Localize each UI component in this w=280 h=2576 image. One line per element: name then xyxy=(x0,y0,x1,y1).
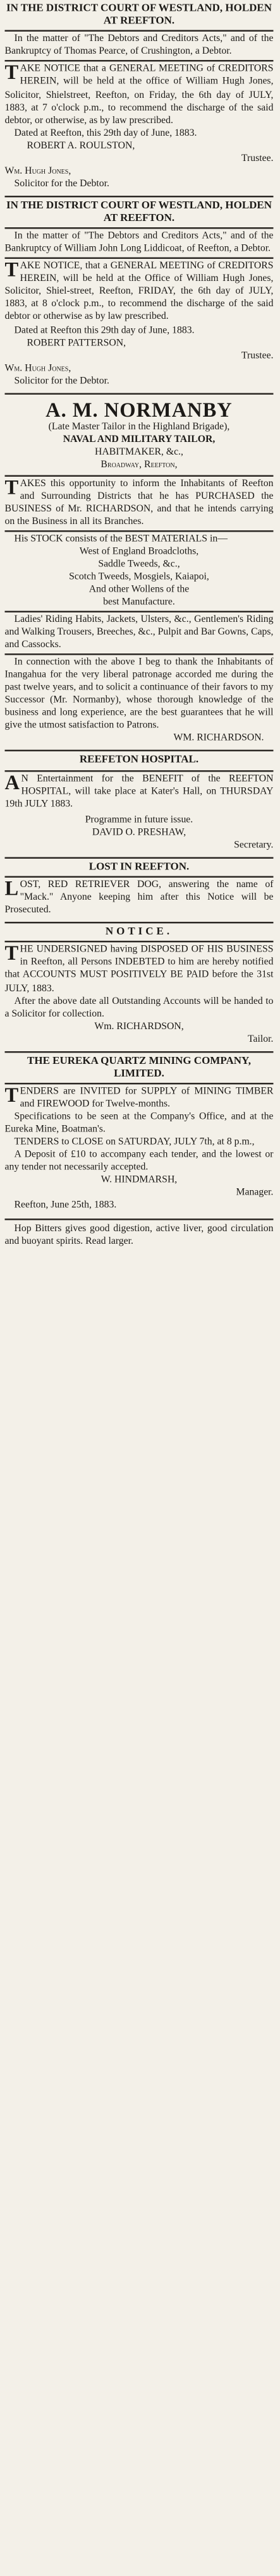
hop-bitters-advertisement xyxy=(5,1219,274,1253)
lost-dog-advertisement xyxy=(5,859,274,924)
trustee-title: Trustee. xyxy=(241,152,274,164)
ladies-text: Ladies' Riding Habits, Jackets, Ulsters, &c., Gentlemen's Riding and Walking Trousers, Breeches, &c., Pulpit and Bar Gowns, Caps, and Cassocks. xyxy=(4,614,274,651)
notice-body: THE UNDERSIGNED having DISPOSED OF HIS BUSINESS in Reefton, all Persons INDEBTED to him are hereby notified that ACCOUNTS MUST POSITIVELY BE PAID before the 31st JULY, 1883. xyxy=(4,941,274,994)
divider xyxy=(5,1083,274,1085)
stock-line: best Manufacture. xyxy=(103,596,175,608)
eureka-heading: THE EUREKA QUARTZ MINING COMPANY, LIMITED. xyxy=(27,1055,251,1080)
solicitor-title: Solicitor for the Debtor. xyxy=(14,178,109,189)
hop-bitters-text: Hop Bitters gives good digestion, active liver, good circulation and buoyant spirits. Read larger. xyxy=(4,1222,274,1246)
notice-body: TAKE NOTICE that a GENERAL MEETING of CREDITORS HEREIN, will be held at the office of William Hugh Jones, Solicitor, Shielstreet, Reefton, on Friday, the 6th day of JULY, 1883, at 7 o'clock p.m., to recommend the discharge of the said debtor, or otherwise, as by law prescribed. xyxy=(4,61,274,126)
connection-text: In connection with the above I beg to thank the Inhabitants of Inangahua for the very liberal patronage accorded me during the past twelve years, and to solicit a continuance of their favors to my Successor (Mr. Normanby), whose thorough knowledge of the business and long experience, are the best guarantees that he will give the utmost satisfaction to Patrons. xyxy=(4,657,274,732)
trustee-signature xyxy=(5,337,274,350)
hospital-heading: REEFETON HOSPITAL. xyxy=(79,755,199,766)
court-heading: IN THE DISTRICT COURT OF WESTLAND, HOLDEN AT REEFTON. xyxy=(6,3,272,27)
manager-name: W. HINDMARSH, xyxy=(100,1174,178,1186)
divider xyxy=(5,876,274,878)
solicitor-title: Solicitor for the Debtor. xyxy=(14,375,109,386)
solicitor-name: Wm. Hugh Jones, xyxy=(4,362,71,374)
court-heading: IN THE DISTRICT COURT OF WESTLAND, HOLDEN AT REEFTON. xyxy=(6,200,272,225)
trustee-title: Trustee. xyxy=(241,350,274,361)
former-position: (Late Master Tailor in the Highland Brigade), xyxy=(48,422,230,433)
secretary-name: DAVID O. PRESHAW, xyxy=(92,826,186,838)
stock-line: And other Wollens of the xyxy=(88,583,190,595)
notice-body: TAKE NOTICE, that a GENERAL MEETING of CREDITORS HEREIN, will be held at the Office of William Hugh Jones, Solicitor, Shiel-street, Reefton, FRIDAY, the 6th day of JULY, 1883, at 8 o'clock p.m., to recommend the discharge of the said debtor or otherwise as by law prescribed. xyxy=(4,258,274,323)
close-text: TENDERS to CLOSE on SATURDAY, JULY 7th, at 8 p.m., xyxy=(14,1136,255,1148)
divider xyxy=(5,30,274,32)
trade-line-2: HABITMAKER, &c., xyxy=(95,447,183,459)
matter-text: In the matter of "The Debtors and Creditors Acts," and of the Bankruptcy of Thomas Pearce, of Crushington, a Debtor. xyxy=(4,33,274,57)
lost-heading: LOST IN REEFTON. xyxy=(88,861,190,873)
divider xyxy=(5,61,274,63)
business-name: A. M. NORMANBY xyxy=(46,397,233,421)
richardson-name: Wm. RICHARDSON, xyxy=(94,1020,184,1032)
intro-text: TAKES this opportunity to inform the Inhabitants of Reefton and Surrounding Districts that he has PURCHASED the BUSINESS of Mr. RICHARDSON, and that he intends carrying on the Business in all its Branches. xyxy=(4,474,274,527)
trustee-name: ROBERT PATTERSON, xyxy=(27,337,126,349)
bankruptcy-notice-liddicoat xyxy=(5,197,274,394)
richardson-title: Tailor. xyxy=(248,1033,274,1045)
dated-line: Dated at Reefton, this 29th day of June, 1883. xyxy=(14,127,197,139)
stock-line: Scotch Tweeds, Mosgiels, Kaiapoi, xyxy=(69,571,209,583)
address-line: Broadway, Reefton, xyxy=(100,460,178,472)
divider xyxy=(5,770,274,772)
lost-body: LOST, RED RETRIEVER DOG, answering the name of "Mack." Anyone keeping him after this Notice will be Prosecuted. xyxy=(4,876,274,916)
trustee-name: ROBERT A. ROULSTON, xyxy=(27,140,135,152)
specifications-text: Specifications to be seen at the Company's Office, and at the Eureka Mine, Boatman's. xyxy=(4,1111,274,1135)
trade-line: NAVAL AND MILITARY TAILOR, xyxy=(63,434,216,446)
after-text: After the above date all Outstanding Accounts will be handed to a Solicitor for collection. xyxy=(4,995,274,1019)
secretary-title: Secretary. xyxy=(234,839,274,851)
stock-line: West of England Broadcloths, xyxy=(79,546,199,557)
eureka-date: Reefton, June 25th, 1883. xyxy=(14,1200,117,1212)
richardson-signature: WM. RICHARDSON. xyxy=(173,733,264,744)
tender-body: TENDERS are INVITED for SUPPLY of MINING TIMBER and FIREWOOD for Twelve-months. xyxy=(4,1083,274,1110)
trustee-signature xyxy=(5,140,274,153)
hospital-body: AN Entertainment for the BENEFIT of the REEFTON HOSPITAL, will take place at Kater's Hall, on THURSDAY 19th JULY 1883. xyxy=(4,770,274,809)
deposit-text: A Deposit of £10 to accompany each tender, and the lowest or any tender not necessarily accepted. xyxy=(4,1149,274,1174)
notice-heading: NOTICE. xyxy=(105,927,173,938)
divider xyxy=(5,941,274,943)
matter-text: In the matter of "The Debtors and Creditors Acts," and of the Bankruptcy of William John Long Liddicoat, of Reefton, a Debtor. xyxy=(4,230,274,255)
divider xyxy=(5,611,274,613)
divider xyxy=(5,653,274,655)
manager-title: Manager. xyxy=(236,1188,274,1199)
stock-intro: His STOCK consists of the BEST MATERIALS in— xyxy=(14,533,228,544)
solicitor-name: Wm. Hugh Jones, xyxy=(4,165,71,177)
divider xyxy=(5,530,274,532)
divider xyxy=(5,474,274,476)
richardson-notice xyxy=(5,924,274,1052)
hospital-advertisement xyxy=(5,752,274,859)
bankruptcy-notice-pearce xyxy=(5,0,274,197)
normanby-advertisement xyxy=(5,394,274,752)
divider xyxy=(5,258,274,259)
programme-note: Programme in future issue. xyxy=(85,814,193,825)
dated-line: Dated at Reefton this 29th day of June, 1883. xyxy=(14,324,195,336)
stock-line: Saddle Tweeds, &c., xyxy=(98,558,180,570)
eureka-advertisement xyxy=(5,1052,274,1219)
divider xyxy=(5,227,274,229)
